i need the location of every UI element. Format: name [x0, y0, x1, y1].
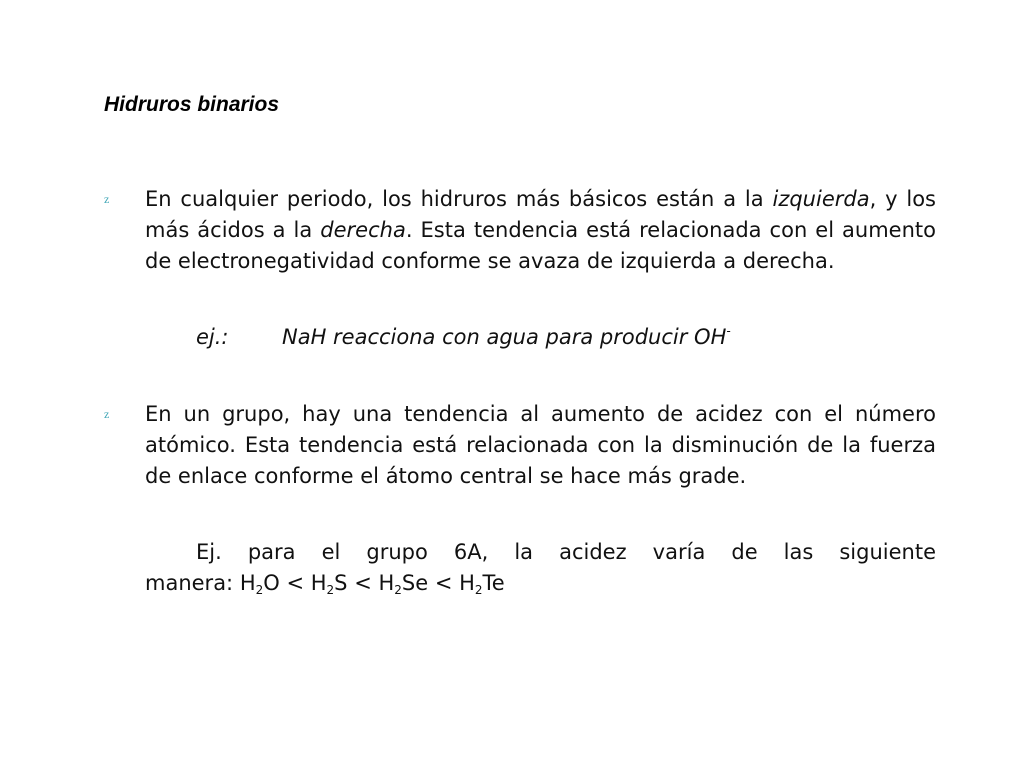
- acidity-formula: [240, 571, 505, 595]
- example-nah: [196, 322, 731, 353]
- formula-element: H: [310, 571, 327, 595]
- formula-element: O: [263, 571, 280, 595]
- formula-element: Te: [482, 571, 505, 595]
- bullet-text-part: , y los más ácidos a la: [145, 187, 936, 242]
- example-line-2-prefix: manera:: [145, 571, 240, 595]
- formula-compound: [311, 571, 348, 595]
- example-text: NaH reacciona con agua para producir OH: [282, 325, 727, 349]
- slide-title: Hidruros binarios: [104, 93, 280, 116]
- formula-element: H: [239, 571, 256, 595]
- formula-element: H: [459, 571, 475, 595]
- bullet-icon: z: [104, 192, 110, 206]
- formula-subscript: 2: [474, 583, 483, 597]
- formula-compound: [459, 571, 505, 595]
- formula-compound: [240, 571, 280, 595]
- formula-separator: <: [279, 571, 311, 595]
- bullet-item-grupo: [104, 399, 936, 492]
- bullet-text: [145, 184, 936, 277]
- formula-element: Se: [401, 571, 429, 595]
- bullet-text: En un grupo, hay una tendencia al aumento de acidez con el número atómico. Esta tendencia está relacionada con la disminución de la fuerza de enlace conforme el átomo central se hace más grade.: [145, 402, 936, 488]
- formula-element: S: [334, 571, 348, 595]
- emphasis-izquierda: izquierda: [772, 187, 870, 211]
- formula-element: H: [378, 571, 395, 595]
- charge-superscript: -: [726, 324, 731, 338]
- bullet-text-part: En cualquier periodo, los hidruros más básicos están a la: [145, 187, 773, 211]
- example-grupo-6a: [145, 537, 936, 599]
- example-line-2: [145, 568, 936, 599]
- formula-subscript: 2: [394, 583, 402, 597]
- emphasis-derecha: derecha: [320, 218, 406, 242]
- formula-compound: [378, 571, 428, 595]
- bullet-text-part: . Esta tendencia está relacionada con el aumento de electronegatividad conforme se avaza de izquierda a derecha.: [145, 218, 936, 273]
- bullet-item-periodo: [104, 184, 936, 277]
- bullet-icon: z: [104, 407, 110, 421]
- example-line-1: Ej. para el grupo 6A, la acidez varía de las siguiente: [196, 540, 936, 564]
- formula-subscript: 2: [255, 583, 264, 597]
- formula-separator: <: [428, 571, 460, 595]
- example-label: ej.:: [196, 325, 229, 349]
- formula-separator: <: [347, 571, 379, 595]
- formula-subscript: 2: [326, 583, 335, 597]
